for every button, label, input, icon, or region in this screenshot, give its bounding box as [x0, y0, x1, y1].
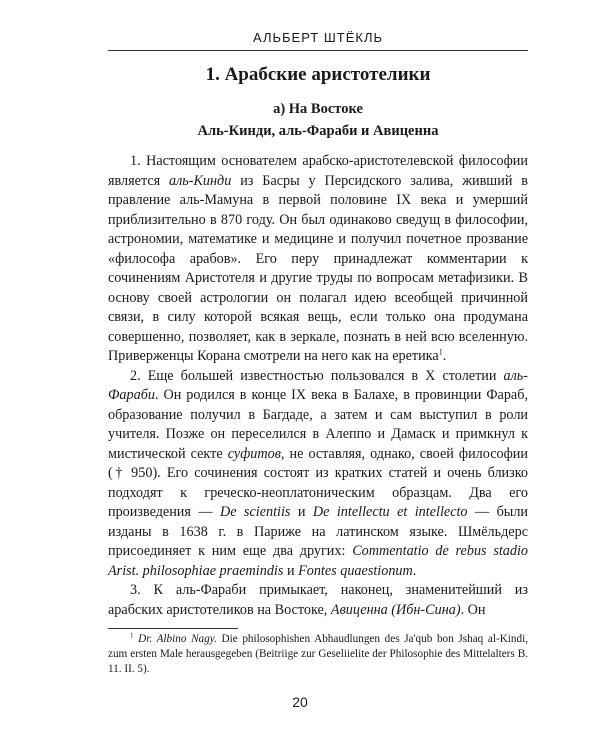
p2-title-fontes: Fontes quaestionum: [298, 562, 413, 579]
p1-text-c: из Басры у Персидского залива, живший в правление аль-Мамуна в первой половине IX века и умерший приблизительно в 870 году. Он был одинаково сведущ в философии, астрономии, математике и медицине и получил почетное прозвание «философа арабов». Его перу принадлежат комментарии к сочинениям Аристотеля и другие труды по вопросам метафизики. В основу своей астрологии он полагал идею всеобщей причинной связи, в силу которой всякая вещь, если только она продумана совершенно, позволяет, как в зеркале, познать в ней всю вселенную. Приверженцы Корана смотрели на него как на еретика: [108, 172, 529, 364]
p1-text-d: .: [442, 348, 447, 364]
page-number: 20: [292, 694, 308, 710]
running-head: АЛЬБЕРТ ШТЁКЛЬ: [252, 30, 384, 45]
footnote: [108, 632, 528, 677]
p2-text-i: — были изданы в 1638 г. в Париже на латинском языке. Шмёльдерс присоединяет к ним еще два других:: [108, 504, 528, 559]
footnote-author: Dr. Albino Nagy.: [138, 633, 217, 645]
p2-text-g: и: [290, 504, 313, 520]
p2-text-a: 2. Еще большей известностью пользовался в X столетии: [130, 367, 504, 384]
p2-text-m: .: [412, 562, 417, 579]
footnote-text: Die philosophishen Abhaudlungen des Ja'qub bon Jshaq al-Kindi, zum ersten Male herausgegeben (Beitriige zur Geseliielite der Philosophie des Mittelalters B. 11. II. 5).: [108, 633, 528, 675]
p1-name-al-kindi: аль-Кинди: [169, 172, 232, 189]
p1-text-a: 1. Настоящим основателем арабско-аристотелевской философии является: [108, 153, 528, 189]
p3-text-c: . Он: [460, 601, 486, 618]
p2-text-e: не оставляя, однако, своей философии († 950). Его сочинения состоят из кратких статей и очень близко подходят к греческо-неоплатоническим образцам. Два его произведения —: [108, 445, 528, 520]
subsection-line-1: а) На Востоке: [273, 101, 363, 117]
p2-text-c: . Он родился в конце IX века в Балахе, в провинции Фараб, образование получил в Багдаде, а затем и сам выступил в роли учителя. Позже он переселился в Алеппо и Дамаск и примкнул к мистической секте: [108, 387, 528, 462]
paragraph-2: [108, 367, 528, 582]
paragraph-1: [108, 152, 528, 367]
p3-text-a: 3. К аль-Фараби примыкает, наконец, знаменитейший из арабских аристотеликов на Востоке,: [108, 582, 528, 618]
header-rule: [108, 50, 528, 51]
subsection-heading: [108, 98, 528, 142]
footnote-mark: 1: [130, 631, 134, 640]
p2-title-commentatio: Commentatio de rebus stadio Arist. philosophiae praemindis: [108, 543, 529, 579]
footnote-rule: [108, 628, 238, 629]
paragraph-3: [108, 581, 528, 620]
p2-text-k: и: [283, 562, 299, 579]
subsection-line-2: Аль-Кинди, аль-Фараби и Авиценна: [197, 123, 439, 139]
p2-title-de-intellectu: De intellectu et intellecto: [312, 504, 468, 520]
body-text: [108, 152, 528, 620]
p2-term-sufis: суфитов,: [227, 445, 285, 462]
p2-title-de-scientiis: De scientiis: [219, 504, 291, 520]
footnote-ref-1[interactable]: 1: [438, 347, 443, 357]
p3-name-avicenna: Авиценна (Ибн-Сина): [330, 601, 461, 618]
section-title: 1. Арабские аристотелики: [205, 64, 431, 85]
p2-name-al-farabi: аль-Фараби: [108, 367, 528, 403]
page-content: [108, 62, 528, 677]
